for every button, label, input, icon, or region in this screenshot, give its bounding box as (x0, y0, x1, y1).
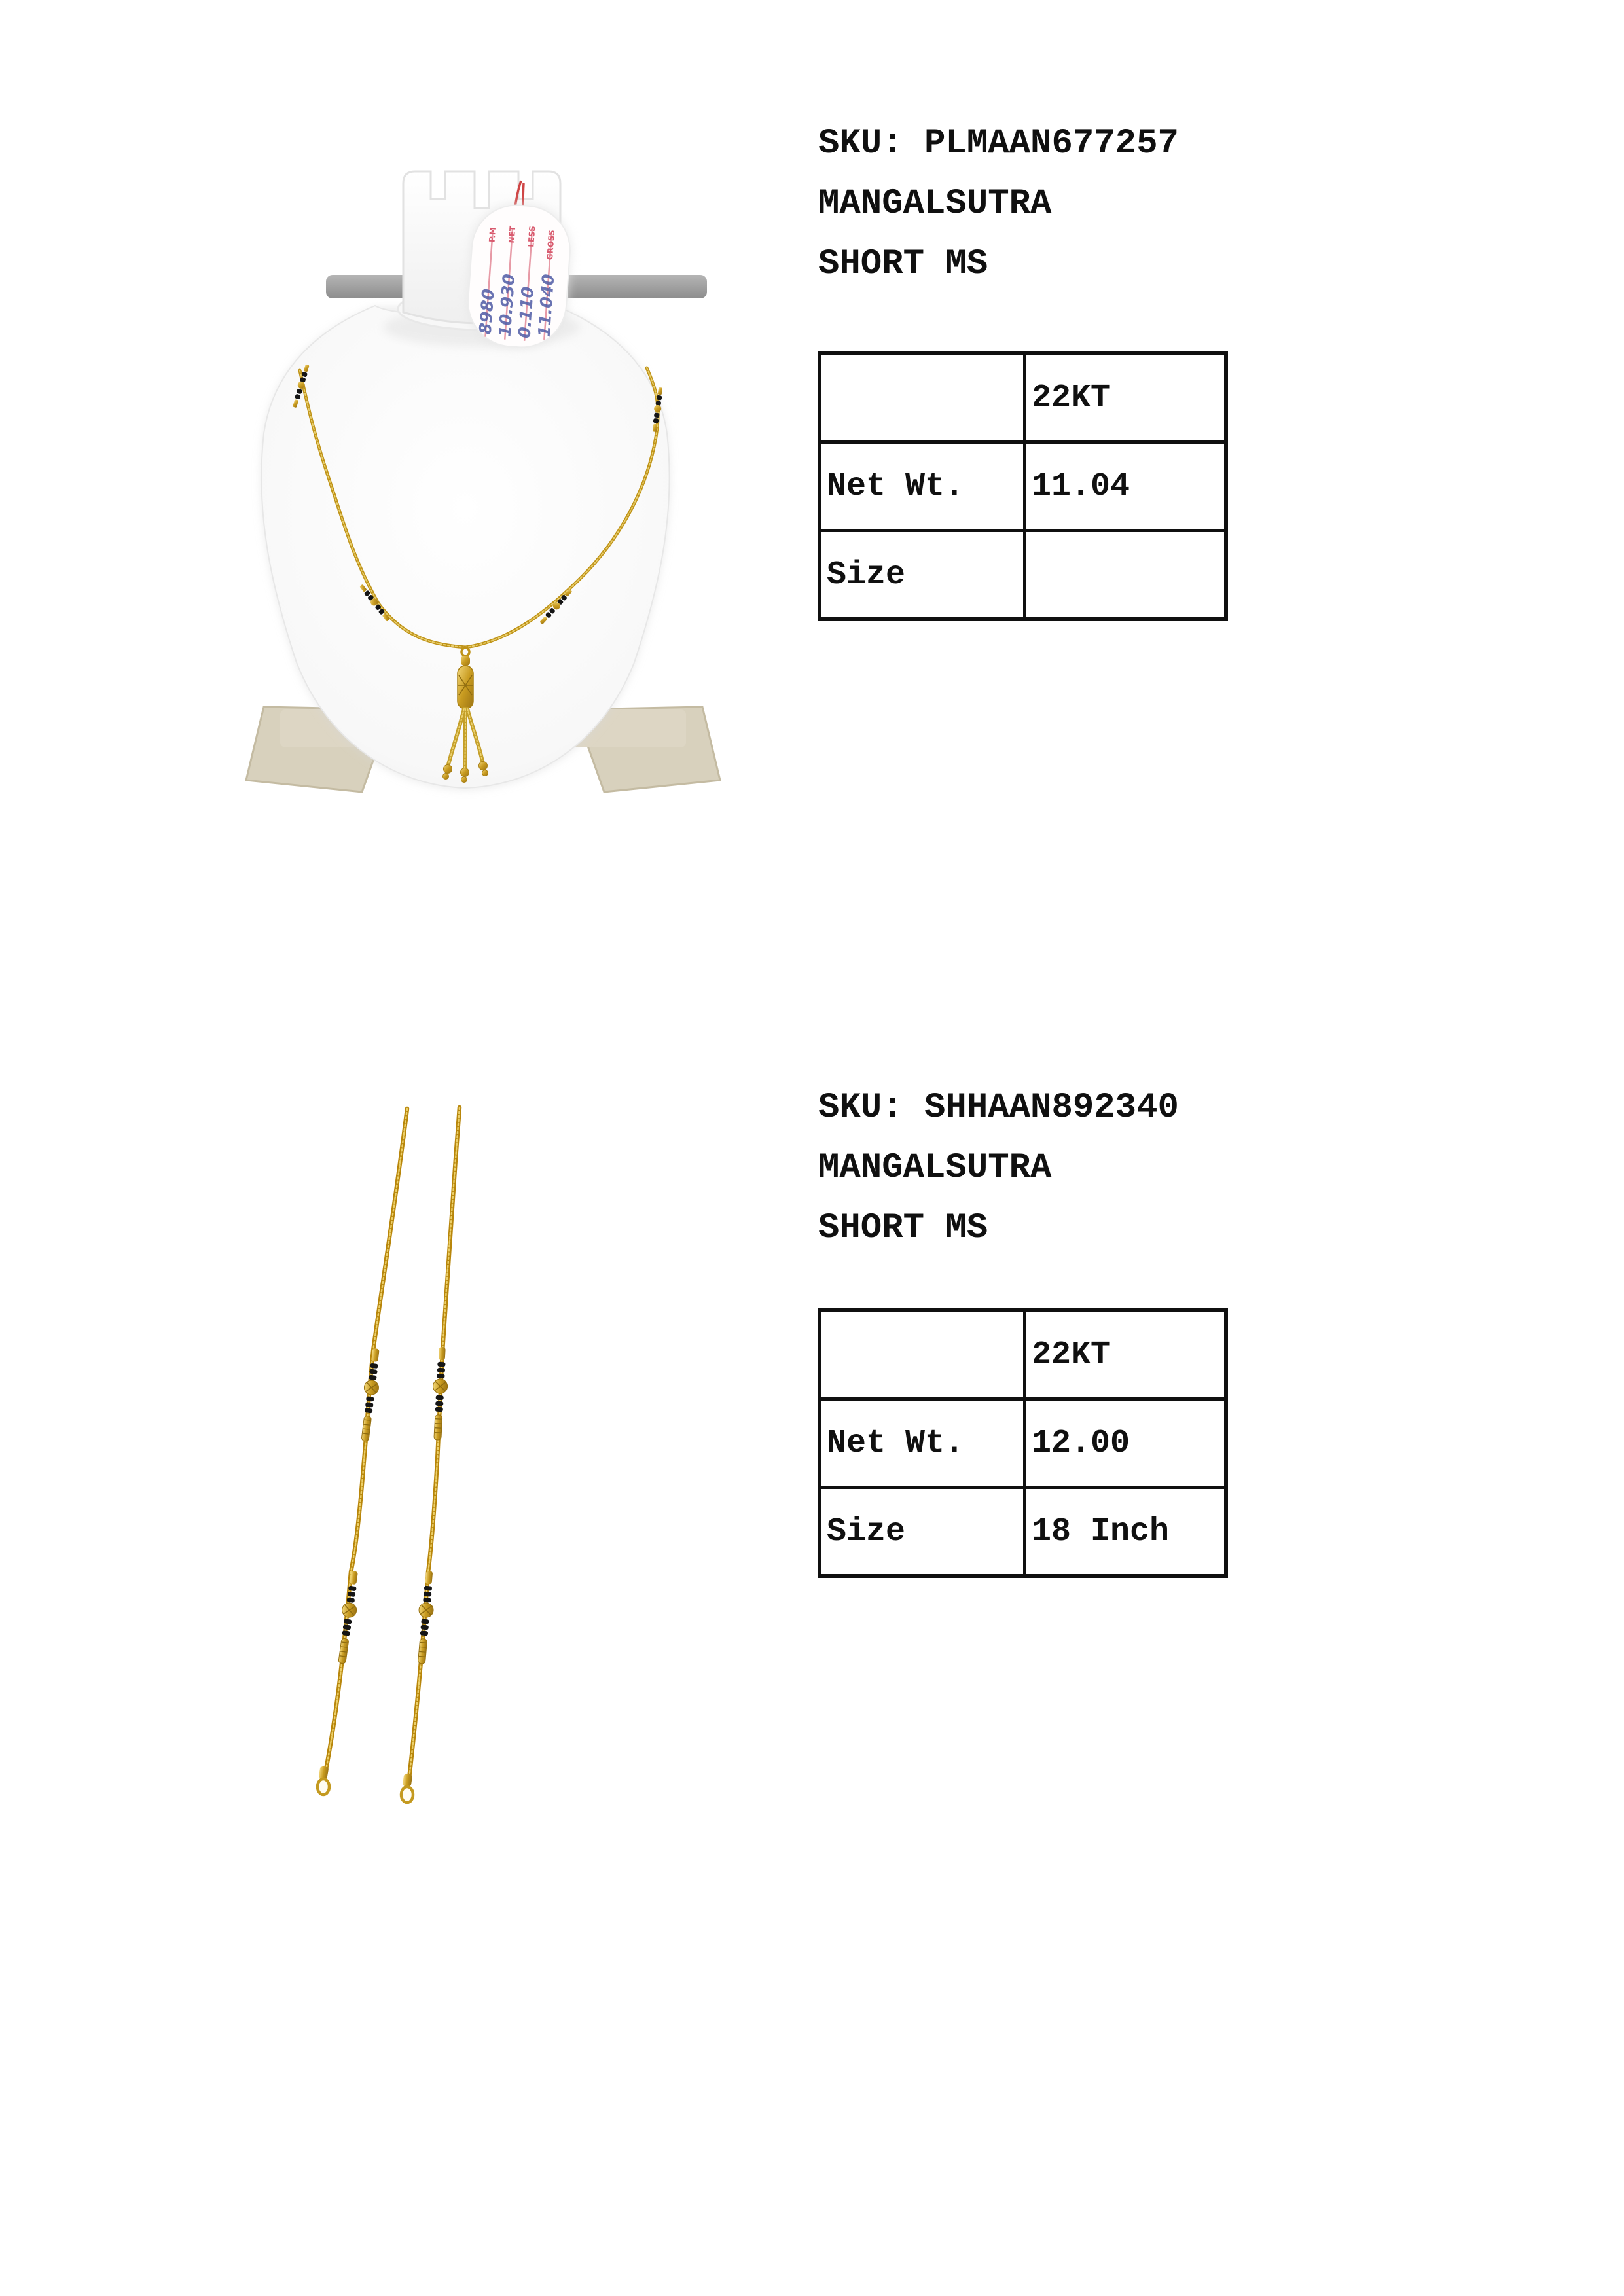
tag-value: 11.040 (534, 273, 558, 338)
price-tag (464, 201, 575, 351)
karat-header-cell: 22KT (1025, 1310, 1227, 1399)
product-category: MANGALSUTRA (818, 184, 1052, 224)
net-wt-value-cell: 12.00 (1025, 1399, 1227, 1488)
table-row (820, 531, 1226, 620)
spec-cell (820, 353, 1025, 442)
tag-label: GROSS (545, 229, 557, 260)
karat-header-cell: 22KT (1025, 353, 1227, 442)
spec-table (818, 1308, 1228, 1578)
chain-strand-left (325, 1109, 407, 1776)
size-label-cell: Size (820, 1488, 1025, 1577)
tag-value: 10.930 (495, 273, 519, 338)
table-row (820, 1310, 1226, 1399)
table-row (820, 442, 1226, 531)
product-style: SHORT MS (818, 244, 988, 284)
product-2-photo (275, 1094, 537, 1814)
product-sku: SKU: SHHAAN892340 (818, 1088, 1179, 1128)
net-wt-value-cell: 11.04 (1025, 442, 1227, 531)
tag-value: 0.110 (514, 285, 537, 339)
tag-label: LESS (526, 225, 537, 248)
product-sku: SKU: PLMAAN677257 (818, 124, 1179, 164)
product-1-photo (234, 152, 732, 806)
net-wt-label-cell: Net Wt. (820, 442, 1025, 531)
size-label-cell: Size (820, 531, 1025, 620)
tag-label: P.M (487, 226, 498, 243)
net-wt-label-cell: Net Wt. (820, 1399, 1025, 1488)
product-style: SHORT MS (818, 1208, 988, 1248)
chain-end-loops (317, 1765, 413, 1803)
size-value-cell: 18 Inch (1025, 1488, 1227, 1577)
spec-cell (820, 1310, 1025, 1399)
spec-table (818, 351, 1228, 621)
table-row (820, 1399, 1226, 1488)
chain-strand-right (408, 1107, 460, 1784)
table-row (820, 1488, 1226, 1577)
tag-label: NET (507, 225, 518, 244)
product-category: MANGALSUTRA (818, 1148, 1052, 1188)
table-row (820, 353, 1226, 442)
size-value-cell (1025, 531, 1227, 620)
tag-value: 8980 (475, 288, 498, 335)
